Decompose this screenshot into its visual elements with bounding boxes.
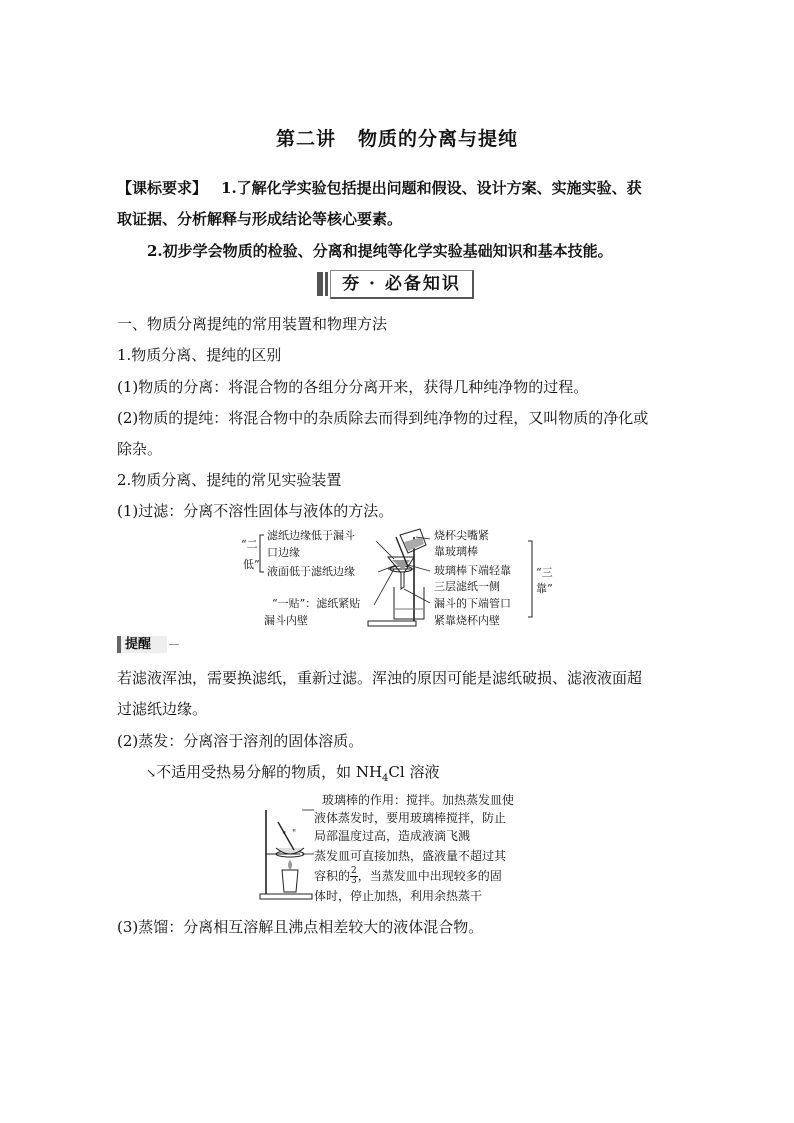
tip-label: 提醒 bbox=[117, 636, 167, 653]
evaporation-intro: (2)蒸发：分离溶于溶剂的固体溶质。 bbox=[117, 732, 364, 750]
one-stick-b: 漏斗内壁 bbox=[264, 614, 308, 627]
low-rule-1a: 滤纸边缘低于漏斗 bbox=[267, 529, 355, 542]
evaporation-apparatus-drawing bbox=[258, 792, 320, 902]
filtration-figure bbox=[238, 527, 558, 631]
three-lean-label-b: 靠” bbox=[536, 582, 553, 595]
evaporation-figure bbox=[258, 792, 548, 902]
paragraph-separation: (1)物质的分离：将混合物的各组分分离开来，获得几种纯净物的过程。 bbox=[117, 378, 589, 396]
subheading-1: 1.物质分离、提纯的区别 bbox=[117, 346, 282, 364]
evaporation-note-prefix: 不适用受热易分解的物质，如 NH bbox=[156, 763, 383, 781]
rod-note-3: 局部温度过高，造成液滴飞溅 bbox=[314, 829, 471, 843]
title-lecture: 第二讲 bbox=[275, 128, 336, 150]
tip-divider bbox=[169, 644, 179, 645]
requirements-line-1 bbox=[117, 177, 642, 199]
arrow-icon: ↘ bbox=[146, 766, 157, 780]
section-banner bbox=[317, 270, 473, 298]
requirements-item2: 2.初步学会物质的检验、分离和提纯等化学实验基础知识和基本技能。 bbox=[147, 242, 613, 260]
banner-title: 夯 · 必备知识 bbox=[330, 270, 474, 299]
fraction-numerator: 2 bbox=[351, 866, 357, 876]
subheading-2: 2.物质分离、提纯的常见实验装置 bbox=[117, 471, 342, 489]
dish-note-2-prefix: 容积的 bbox=[314, 869, 351, 883]
three-lean-label-a: “三 bbox=[536, 566, 553, 579]
evaporation-note-subscript: 4 bbox=[382, 773, 389, 784]
tip-line-2: 过滤纸边缘。 bbox=[117, 700, 208, 718]
low-rule-1b: 口边缘 bbox=[267, 546, 300, 559]
low-rule-2: 液面低于滤纸边缘 bbox=[267, 565, 355, 578]
rod-note-1: 玻璃棒的作用：搅拌。加热蒸发皿使 bbox=[322, 793, 515, 807]
two-low-label-a: “二 bbox=[241, 538, 258, 551]
requirements-line-2: 取证据、分析解释与形成结论等核心要素。 bbox=[117, 210, 403, 228]
svg-text:": " bbox=[282, 831, 287, 841]
dish-note-1: 蒸发皿可直接加热，盛液量不超过其 bbox=[314, 849, 507, 863]
two-thirds-fraction bbox=[350, 867, 358, 886]
two-low-label-b: 低” bbox=[243, 558, 260, 571]
title-topic: 物质的分离与提纯 bbox=[358, 128, 519, 150]
page-title bbox=[0, 124, 794, 151]
lean-rule-3a: 漏斗的下端管口 bbox=[434, 597, 511, 610]
lean-rule-2b: 三层滤纸一侧 bbox=[434, 580, 500, 593]
one-stick-a: “一贴”：滤纸紧贴 bbox=[272, 597, 361, 610]
rod-note-2: 液体蒸发时，要用玻璃棒搅拌，防止 bbox=[314, 811, 507, 825]
heading-1: 一、物质分离提纯的常用装置和物理方法 bbox=[117, 315, 388, 333]
requirements-tag: 【课标要求】 bbox=[117, 179, 208, 197]
banner-bar-thin bbox=[325, 272, 328, 296]
lean-rule-1a: 烧杯尖嘴紧 bbox=[434, 529, 489, 542]
paragraph-purification-1: (2)物质的提纯：将混合物中的杂质除去而得到纯净物的过程，又叫物质的净化或 bbox=[117, 409, 649, 427]
evaporation-note bbox=[146, 761, 439, 790]
dish-note-3: 体时，停止加热，利用余热蒸干 bbox=[314, 889, 483, 903]
filtration-intro: (1)过滤：分离不溶性固体与液体的方法。 bbox=[117, 502, 394, 520]
banner-bar bbox=[317, 272, 323, 296]
evaporation-note-suffix: Cl 溶液 bbox=[388, 763, 440, 781]
tip-header bbox=[117, 636, 677, 654]
svg-text:": " bbox=[292, 829, 297, 839]
dish-note-2-suffix: ，当蒸发皿中出现较多的固 bbox=[357, 869, 502, 883]
fraction-denominator: 3 bbox=[351, 876, 357, 886]
lean-rule-3b: 紧靠烧杯内壁 bbox=[434, 614, 500, 627]
lean-rule-2a: 玻璃棒下端轻靠 bbox=[434, 564, 511, 577]
dish-note-2 bbox=[314, 866, 502, 886]
distillation-intro: (3)蒸馏：分离相互溶解且沸点相差较大的液体混合物。 bbox=[117, 918, 484, 936]
tip-line-1: 若滤液浑浊，需要换滤纸，重新过滤。浑浊的原因可能是滤纸破损、滤液液面超 bbox=[117, 669, 643, 687]
paragraph-purification-2: 除杂。 bbox=[117, 440, 163, 458]
lean-rule-1b: 靠玻璃棒 bbox=[434, 545, 478, 558]
requirements-item1-a: 1.了解化学实验包括提出问题和假设、设计方案、实施实验、获 bbox=[221, 179, 642, 197]
